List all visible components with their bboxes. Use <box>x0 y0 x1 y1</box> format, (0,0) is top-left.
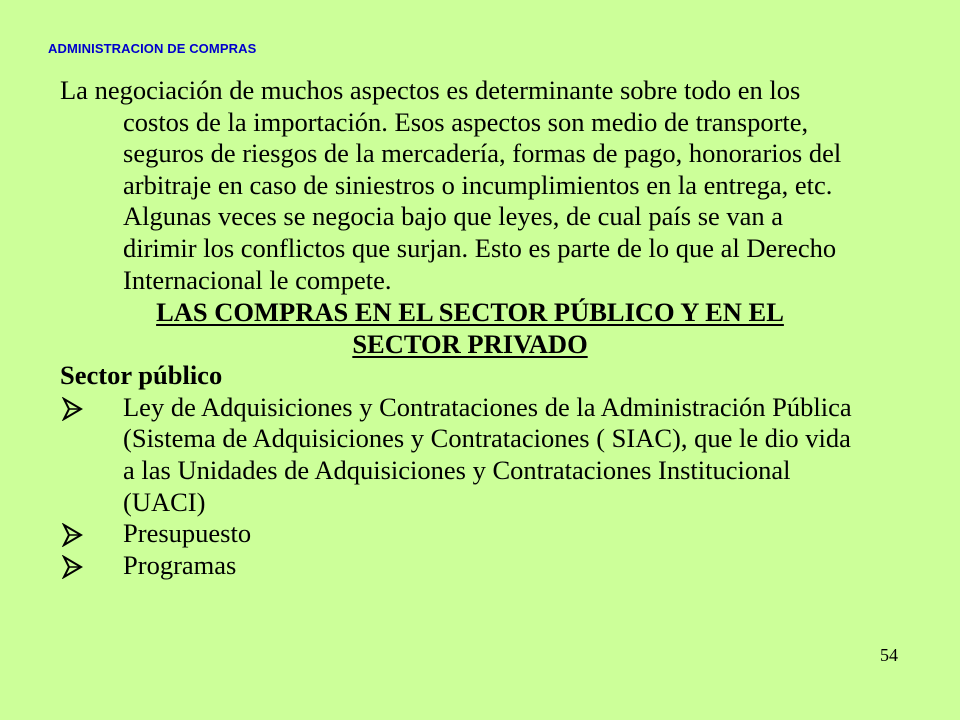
bullet-text: Ley de Adquisiciones y Contrataciones de la Administración Pública (Sistema de Adquisiciones y Contrataciones ( SIAC), que le dio vida a las Unidades de Adquisiciones y Contrataciones Institucional (UACI) <box>123 391 852 517</box>
arrow-bullet-icon <box>60 555 84 579</box>
list-item <box>60 392 860 518</box>
page-number: 54 <box>880 645 898 665</box>
bullet-text: Presupuesto <box>123 518 252 549</box>
arrow-bullet-icon <box>60 523 84 547</box>
list-item <box>60 518 860 550</box>
list-item <box>60 550 860 582</box>
section-title-line-2: SECTOR PRIVADO <box>352 329 588 360</box>
bullet-list <box>60 392 860 582</box>
arrow-bullet-icon <box>60 397 84 421</box>
section-title <box>60 296 860 360</box>
intro-paragraph: La negociación de muchos aspectos es determinante sobre todo en los costos de la importación. Esos aspectos son medio de transporte, seguros de riesgos de la mercadería, formas de pago, honorarios del arbitraje en caso de siniestros o incumplimientos en la entrega, etc. Algunas veces se negocia bajo que leyes, de cual país se van a dirimir los conflictos que surjan. Esto es parte de lo que al Derecho Internacional le compete. <box>60 75 842 295</box>
bullet-text: Programas <box>123 549 237 580</box>
slide-content <box>60 75 860 581</box>
section-title-line-1: LAS COMPRAS EN EL SECTOR PÚBLICO Y EN EL <box>156 297 784 328</box>
slide-header: ADMINISTRACION DE COMPRAS <box>48 41 257 56</box>
sub-heading-sector-publico: Sector público <box>60 360 223 391</box>
